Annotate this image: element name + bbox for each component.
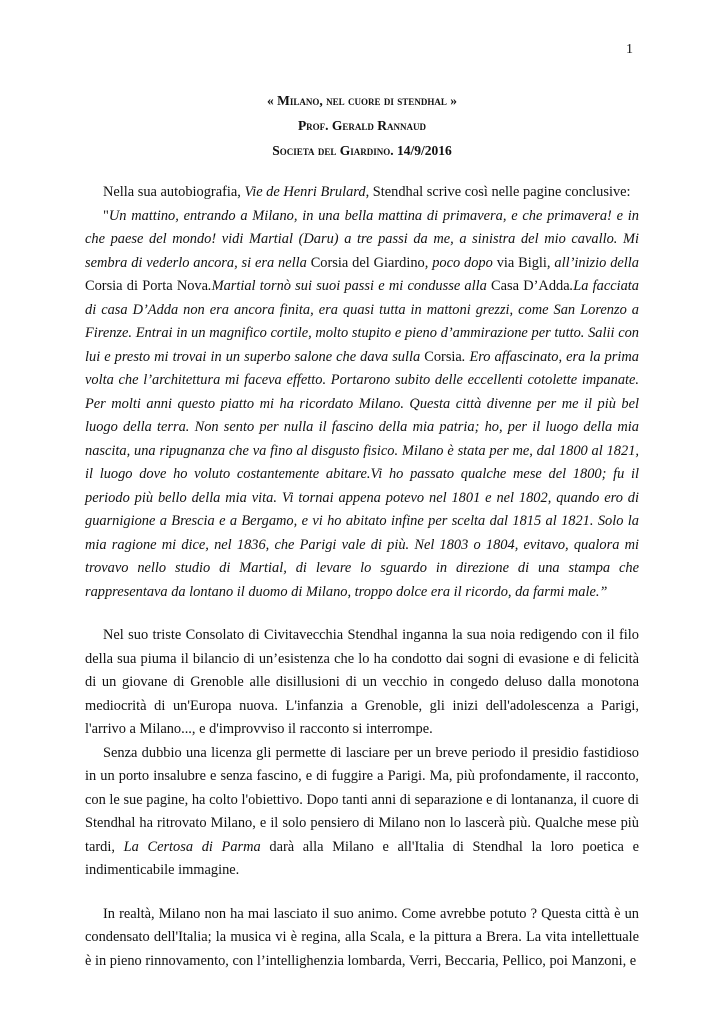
page-number: 1: [626, 42, 633, 57]
quote-part-1: Un mattino, entrando a Milano, in una bella mattina di primavera, e che primavera! e in che paese del mondo! vidi Martial (Daru) a tre passi da me, a sinistra del mio cavallo. Mi sembra di vederlo ancora, si era nella: [85, 207, 639, 271]
quote-part-5: .La facciata di casa D’Adda non era ancora finita, era quasi tutta in mattoni grezzi, come San Lorenzo a Firenze. Entrai in un magnifico cortile, molto stupito e pieno d’ammirazione per tutto. Salii con lui e presto mi trovai in un superbo salone che dava sulla: [85, 278, 639, 365]
intro-book-title: Vie de Henri Brulard: [244, 184, 366, 200]
para3-post: darà alla Milano e all'Italia di Stendhal la loro poetica e indimenticabile immagine.: [85, 838, 639, 878]
document-title: [0, 88, 724, 113]
quote-part-4: .Martial tornò sui suoi passi e mi condusse alla: [207, 278, 492, 294]
author-text: Prof. Gerald Rannaud: [297, 118, 427, 133]
paragraph-gap: [85, 883, 639, 903]
intro-paragraph: [85, 181, 639, 205]
author-line: [0, 113, 724, 138]
intro-pre: Nella sua autobiografia,: [103, 184, 245, 200]
quote-part-2: , poco dopo: [424, 254, 497, 271]
title-text: « Milano, nel cuore di stendhal »: [267, 93, 457, 108]
paragraph-2: Nel suo triste Consolato di Civitavecchia Stendhal inganna la sua noia redigendo con il filo della sua piuma il bilancio di un’esistenza che lo ha condotto dai sogni di evasione e di felicità di un giovane di Grenoble alle disillusioni di un vecchio in congedo deluso dalla monotona mediocrità di un'Europa nuova. L'infanzia a Grenoble, gli inizi dell'adolescenza a Parigi, l'arrivo a Milano..., e d'improvviso il racconto si interrompe.: [85, 627, 639, 737]
quote-part-6: . Ero affascinato, era la prima volta che l’architettura mi faceva effetto. Portarono subito delle eccellenti cotolette impanate. Per molti anni questo piatto mi ha ricordato Milano. Questa città divenne per me il più bel luogo della terra. Non sento per nulla il fascino della mia patria; ho, per il luogo della mia nascita, una ripugnanza che va fino al disgusto fisico. Milano è stata per me, dal 1800 al 1821, il luogo dove ho voluto costantemente abitare.Vi ho passato qualche mese del 1800; fu il periodo più bello della mia vita. Vi tornai appena potevo nel 1801 e nel 1802, quando ero di guarnigione a Brescia e a Bergamo, e vi ho abitato infine per scelta dal 1815 al 1821. Solo la mia ragione mi dice, nel 1836, che Parigi vale di più. Nel 1803 o 1804, evitavo, qualora mi trovavo nello studio di Martial, di levare lo sguardo in direzione di una stampa che rappresentava da lontano il duomo di Milano, troppo dolce era il ricordo, da farmi male.”: [85, 348, 639, 600]
paragraph-gap: [85, 604, 639, 624]
body-text: [85, 181, 639, 973]
event-text: Societa del Giardino. 14/9/2016: [272, 143, 452, 158]
paragraph-4: In realtà, Milano non ha mai lasciato il suo animo. Come avrebbe potuto ? Questa città è un condensato dell'Italia; la musica vi è regina, alla Scala, e la pittura a Brera. La vita intellettuale è in pieno rinnovamento, con l’intellighenzia lombarda, Verri, Beccaria, Pellico, poi Manzoni, e: [85, 905, 639, 969]
quote-place-4: Casa D’Adda: [491, 278, 570, 294]
quote-place-1: Corsia del Giardino: [310, 254, 425, 271]
quote-place-2: via Bigli: [496, 254, 547, 271]
quote-open: ": [103, 207, 109, 224]
quote-part-3: , all’inizio della: [546, 254, 639, 271]
quote-place-3: Corsia di Porta Nova: [85, 278, 208, 294]
para3-book-title: La Certosa di Parma: [123, 838, 261, 855]
stendhal-quote: [85, 205, 639, 605]
intro-post: , Stendhal scrive così nelle pagine conclusive:: [365, 184, 631, 200]
para3-pre: Senza dubbio una licenza gli permette di lasciare per un breve periodo il presidio fastidioso in un porto insalubre e senza fascino, e di fuggire a Parigi. Ma, più profondamente, il racconto, con le sue pagine, ha colto l'obiettivo. Dopo tanti anni di separazione e di lontananza, il cuore di Stendhal ha ritrovato Milano, e il solo pensiero di Milano non lo lascerà più. Qualche mese più tardi,: [85, 744, 639, 855]
paragraph-3: [85, 742, 639, 883]
event-line: [0, 138, 724, 163]
quote-place-5: Corsia: [424, 348, 462, 365]
